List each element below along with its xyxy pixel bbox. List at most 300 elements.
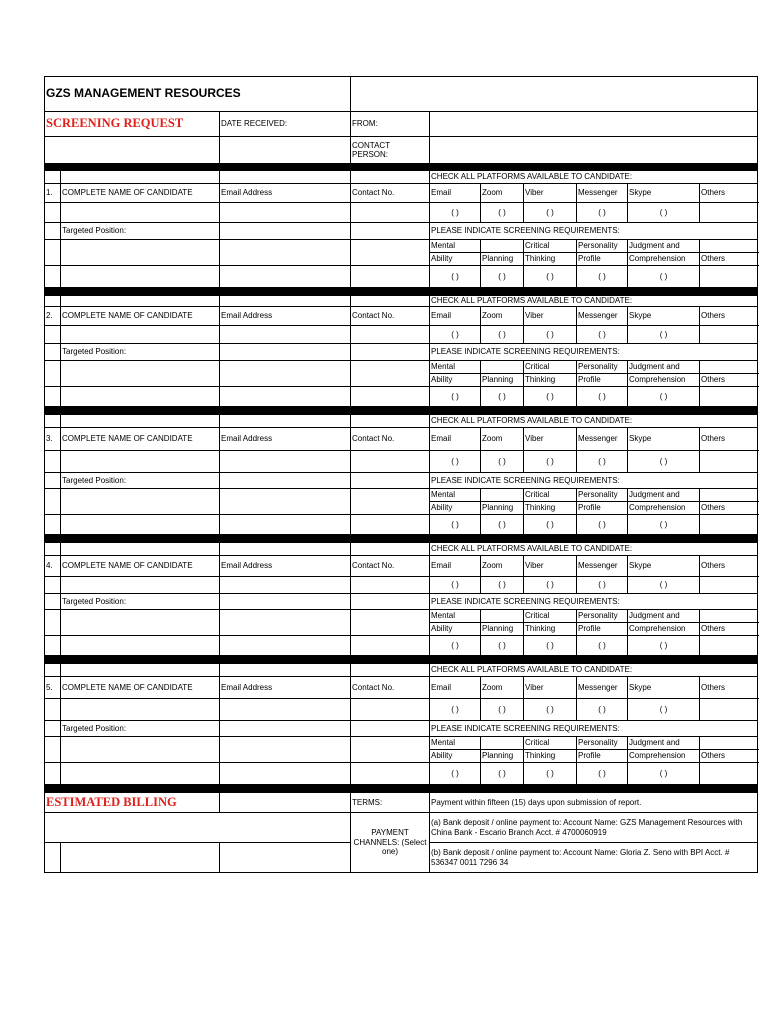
candidate-1-num-blank (45, 203, 61, 223)
candidate-2-req-bottom-0: Ability (430, 374, 481, 387)
candidate-1-pos-contact[interactable] (351, 240, 430, 266)
candidate-5-pos-contact[interactable] (351, 737, 430, 763)
candidate-4-separator (45, 535, 758, 543)
candidate-5-req-top-4: Judgment and (628, 737, 700, 750)
candidate-3-targeted-position-label: Targeted Position: (61, 473, 220, 489)
candidate-1-contact-field[interactable] (351, 203, 430, 223)
candidate-1-cb-blank-d[interactable] (351, 266, 430, 288)
candidate-1-email-field[interactable] (220, 203, 351, 223)
candidate-4-req-bottom-2: Thinking (524, 623, 577, 636)
candidate-4-cb-blank-b[interactable] (61, 636, 220, 656)
candidate-5-cb-blank-b[interactable] (61, 763, 220, 785)
candidate-3-blank-a (45, 415, 61, 428)
candidate-3-pos-blank (45, 489, 61, 515)
candidate-4-position-field[interactable] (61, 610, 220, 636)
candidate-4-platform-checkbox-0[interactable]: ( ) (430, 577, 481, 594)
candidate-4-platform-2: Viber (524, 556, 577, 577)
candidate-3-platform-3: Messenger (577, 428, 628, 451)
candidate-5-platform-checkbox-4[interactable]: ( ) (628, 699, 700, 721)
candidate-2-pos-email[interactable] (220, 361, 351, 387)
candidate-2-cb-blank-a (45, 387, 61, 407)
candidate-2-req-top-1 (481, 361, 524, 374)
candidate-3-pos-email[interactable] (220, 489, 351, 515)
candidate-4-req-bottom-5: Others (700, 623, 758, 636)
candidate-3-req-top-5 (700, 489, 758, 502)
candidate-2-platform-checkbox-4[interactable]: ( ) (628, 326, 700, 344)
candidate-3-blank-b (61, 415, 220, 428)
candidate-5-req-bottom-2: Thinking (524, 750, 577, 763)
candidate-5-platform-checkbox-3[interactable]: ( ) (577, 699, 628, 721)
candidate-5-platform-checkbox-2[interactable]: ( ) (524, 699, 577, 721)
candidate-5-targeted-position-label: Targeted Position: (61, 721, 220, 737)
estimated-billing-title: ESTIMATED BILLING (45, 793, 220, 813)
payment-option-a[interactable]: (a) Bank deposit / online payment to: Account Name: GZS Management Resources with China Bank - Escario Branch Acct. # 4700060919 (430, 813, 758, 843)
candidate-1-tp-blank (45, 223, 61, 240)
from-field[interactable] (430, 112, 758, 137)
candidate-4-platform-1: Zoom (481, 556, 524, 577)
candidate-2-targeted-position-label: Targeted Position: (61, 344, 220, 361)
candidate-4-cb-blank-c[interactable] (220, 636, 351, 656)
candidate-4-tp-blank (45, 594, 61, 610)
candidate-2-platform-1: Zoom (481, 307, 524, 326)
candidate-4-platform-5: Others (700, 556, 758, 577)
candidate-1-platform-checkbox-4[interactable]: ( ) (628, 203, 700, 223)
candidate-2-num-blank (45, 326, 61, 344)
candidate-2-cb-blank-d[interactable] (351, 387, 430, 407)
candidate-5-name-field[interactable] (61, 699, 220, 721)
candidate-4-req-bottom-3: Profile (577, 623, 628, 636)
candidate-1-platform-5: Others (700, 184, 758, 203)
candidate-1-tp-contact[interactable] (351, 223, 430, 240)
candidate-3-cb-blank-d[interactable] (351, 515, 430, 535)
candidate-5-req-top-3: Personality (577, 737, 628, 750)
candidate-1-blank-d (351, 171, 430, 184)
candidate-3-tp-contact[interactable] (351, 473, 430, 489)
candidate-1-name-label: COMPLETE NAME OF CANDIDATE (61, 184, 220, 203)
candidate-5-check-platforms: CHECK ALL PLATFORMS AVAILABLE TO CANDIDATE: (430, 664, 758, 677)
candidate-1-platform-3: Messenger (577, 184, 628, 203)
candidate-4-num-blank (45, 577, 61, 594)
candidate-4-name-label: COMPLETE NAME OF CANDIDATE (61, 556, 220, 577)
candidate-4-req-top-4: Judgment and (628, 610, 700, 623)
billing-amount-field[interactable] (45, 813, 351, 843)
candidate-2-req-bottom-1: Planning (481, 374, 524, 387)
candidate-2-req-top-4: Judgment and (628, 361, 700, 374)
candidate-2-req-top-2: Critical (524, 361, 577, 374)
candidate-4-platform-checkbox-1[interactable]: ( ) (481, 577, 524, 594)
candidate-4-platform-4: Skype (628, 556, 700, 577)
candidate-3-num-blank (45, 451, 61, 473)
candidate-2-platform-checkbox-others[interactable] (700, 326, 758, 344)
candidate-4-req-bottom-1: Planning (481, 623, 524, 636)
candidate-4-contact-field[interactable] (351, 577, 430, 594)
contact-person-field[interactable] (430, 137, 758, 164)
candidate-3-separator (45, 407, 758, 415)
candidate-5-blank-c (220, 664, 351, 677)
candidate-2-requirement-checkbox-others[interactable] (700, 387, 758, 407)
candidate-3-cb-blank-b[interactable] (61, 515, 220, 535)
candidate-3-platform-checkbox-1[interactable]: ( ) (481, 451, 524, 473)
candidate-1-requirement-checkbox-0[interactable]: ( ) (430, 266, 481, 288)
candidate-5-num-blank (45, 699, 61, 721)
candidate-3-name-label: COMPLETE NAME OF CANDIDATE (61, 428, 220, 451)
candidate-4-pos-email[interactable] (220, 610, 351, 636)
candidate-5-requirement-checkbox-others[interactable] (700, 763, 758, 785)
candidate-1-requirement-checkbox-1[interactable]: ( ) (481, 266, 524, 288)
candidate-3-platform-checkbox-others[interactable] (700, 451, 758, 473)
candidate-5-platform-checkbox-0[interactable]: ( ) (430, 699, 481, 721)
header-blank (351, 77, 758, 112)
candidate-4-pos-blank (45, 610, 61, 636)
candidate-5-email-field[interactable] (220, 699, 351, 721)
candidate-2-position-field[interactable] (61, 361, 220, 387)
candidate-5-req-bottom-0: Ability (430, 750, 481, 763)
candidate-5-blank-a (45, 664, 61, 677)
candidate-2-platform-4: Skype (628, 307, 700, 326)
candidate-5-position-field[interactable] (61, 737, 220, 763)
candidate-2-tp-email[interactable] (220, 344, 351, 361)
candidate-2-req-bottom-5: Others (700, 374, 758, 387)
candidate-5-req-bottom-5: Others (700, 750, 758, 763)
candidate-5-requirement-checkbox-4[interactable]: ( ) (628, 763, 700, 785)
candidate-4-req-top-0: Mental (430, 610, 481, 623)
candidate-5-contact-label: Contact No. (351, 677, 430, 699)
candidate-1-req-bottom-4: Comprehension (628, 253, 700, 266)
candidate-5-blank-b (61, 664, 220, 677)
candidate-3-req-top-0: Mental (430, 489, 481, 502)
candidate-3-req-bottom-3: Profile (577, 502, 628, 515)
candidate-1-platform-2: Viber (524, 184, 577, 203)
billing-blank-1[interactable] (220, 793, 351, 813)
billing-separator (45, 785, 758, 793)
candidate-3-pos-contact[interactable] (351, 489, 430, 515)
candidate-5-pos-blank (45, 737, 61, 763)
candidate-4-email-field[interactable] (220, 577, 351, 594)
candidate-3-req-bottom-5: Others (700, 502, 758, 515)
candidate-1-platform-checkbox-3[interactable]: ( ) (577, 203, 628, 223)
candidate-3-number: 3. (45, 428, 61, 451)
candidate-2-separator (45, 288, 758, 296)
candidate-1-req-bottom-5: Others (700, 253, 758, 266)
candidate-3-screening-req-label: PLEASE INDICATE SCREENING REQUIREMENTS: (430, 473, 758, 489)
candidate-4-req-top-3: Personality (577, 610, 628, 623)
candidate-4-requirement-checkbox-2[interactable]: ( ) (524, 636, 577, 656)
candidate-1-blank-b (61, 171, 220, 184)
candidate-1-position-field[interactable] (61, 240, 220, 266)
candidate-2-blank-b (61, 296, 220, 307)
candidate-2-requirement-checkbox-1[interactable]: ( ) (481, 387, 524, 407)
candidate-1-pos-email[interactable] (220, 240, 351, 266)
payment-channels-label: PAYMENT CHANNELS: (Select one) (351, 813, 430, 873)
candidate-5-contact-field[interactable] (351, 699, 430, 721)
candidate-4-requirement-checkbox-0[interactable]: ( ) (430, 636, 481, 656)
candidate-2-requirement-checkbox-4[interactable]: ( ) (628, 387, 700, 407)
candidate-5-req-bottom-1: Planning (481, 750, 524, 763)
candidate-3-requirement-checkbox-3[interactable]: ( ) (577, 515, 628, 535)
candidate-2-email-field[interactable] (220, 326, 351, 344)
candidate-4-platform-3: Messenger (577, 556, 628, 577)
candidate-4-requirement-checkbox-1[interactable]: ( ) (481, 636, 524, 656)
candidate-1-targeted-position-label: Targeted Position: (61, 223, 220, 240)
candidate-3-requirement-checkbox-others[interactable] (700, 515, 758, 535)
candidate-2-cb-blank-c[interactable] (220, 387, 351, 407)
candidate-5-tp-email[interactable] (220, 721, 351, 737)
candidate-1-platform-4: Skype (628, 184, 700, 203)
candidate-5-separator (45, 656, 758, 664)
candidate-2-platform-checkbox-0[interactable]: ( ) (430, 326, 481, 344)
candidate-2-platform-0: Email (430, 307, 481, 326)
candidate-2-req-bottom-3: Profile (577, 374, 628, 387)
candidate-1-email-label: Email Address (220, 184, 351, 203)
candidate-1-req-bottom-1: Planning (481, 253, 524, 266)
candidate-1-check-platforms: CHECK ALL PLATFORMS AVAILABLE TO CANDIDATE: (430, 171, 758, 184)
candidate-5-platform-1: Zoom (481, 677, 524, 699)
candidate-1-separator (45, 164, 758, 171)
candidate-2-contact-label: Contact No. (351, 307, 430, 326)
candidate-3-requirement-checkbox-2[interactable]: ( ) (524, 515, 577, 535)
candidate-5-platform-2: Viber (524, 677, 577, 699)
contact-person-label: CONTACT PERSON: (351, 137, 430, 164)
candidate-5-blank-d (351, 664, 430, 677)
candidate-4-pos-contact[interactable] (351, 610, 430, 636)
candidate-3-email-label: Email Address (220, 428, 351, 451)
candidate-4-targeted-position-label: Targeted Position: (61, 594, 220, 610)
candidate-4-email-label: Email Address (220, 556, 351, 577)
candidate-1-requirement-checkbox-4[interactable]: ( ) (628, 266, 700, 288)
candidate-4-requirement-checkbox-4[interactable]: ( ) (628, 636, 700, 656)
from-label: FROM: (351, 112, 430, 137)
candidate-2-platform-checkbox-1[interactable]: ( ) (481, 326, 524, 344)
candidate-1-screening-req-label: PLEASE INDICATE SCREENING REQUIREMENTS: (430, 223, 758, 240)
candidate-4-blank-c (220, 543, 351, 556)
candidate-4-req-bottom-0: Ability (430, 623, 481, 636)
candidate-2-screening-req-label: PLEASE INDICATE SCREENING REQUIREMENTS: (430, 344, 758, 361)
candidate-3-req-top-3: Personality (577, 489, 628, 502)
candidate-3-platform-checkbox-0[interactable]: ( ) (430, 451, 481, 473)
candidate-2-tp-contact[interactable] (351, 344, 430, 361)
candidate-2-req-top-3: Personality (577, 361, 628, 374)
candidate-2-tp-blank (45, 344, 61, 361)
candidate-5-cb-blank-a (45, 763, 61, 785)
candidate-3-platform-1: Zoom (481, 428, 524, 451)
candidate-3-platform-checkbox-4[interactable]: ( ) (628, 451, 700, 473)
screening-request-form (44, 76, 757, 873)
candidate-1-req-bottom-3: Profile (577, 253, 628, 266)
candidate-3-req-bottom-1: Planning (481, 502, 524, 515)
candidate-5-requirement-checkbox-1[interactable]: ( ) (481, 763, 524, 785)
form-table (44, 76, 758, 873)
candidate-2-req-top-5 (700, 361, 758, 374)
candidate-5-platform-3: Messenger (577, 677, 628, 699)
candidate-5-req-top-1 (481, 737, 524, 750)
candidate-3-position-field[interactable] (61, 489, 220, 515)
candidate-3-tp-email[interactable] (220, 473, 351, 489)
candidate-4-name-field[interactable] (61, 577, 220, 594)
candidate-2-req-top-0: Mental (430, 361, 481, 374)
candidate-1-blank-a (45, 171, 61, 184)
candidate-1-tp-email[interactable] (220, 223, 351, 240)
candidate-2-platform-2: Viber (524, 307, 577, 326)
candidate-3-cb-blank-c[interactable] (220, 515, 351, 535)
candidate-2-check-platforms: CHECK ALL PLATFORMS AVAILABLE TO CANDIDATE: (430, 296, 758, 307)
screening-request-title: SCREENING REQUEST (45, 112, 220, 137)
candidate-5-name-label: COMPLETE NAME OF CANDIDATE (61, 677, 220, 699)
company-name: GZS MANAGEMENT RESOURCES (45, 77, 351, 112)
candidate-4-platform-checkbox-3[interactable]: ( ) (577, 577, 628, 594)
candidate-4-check-platforms: CHECK ALL PLATFORMS AVAILABLE TO CANDIDATE: (430, 543, 758, 556)
candidate-5-requirement-checkbox-3[interactable]: ( ) (577, 763, 628, 785)
candidate-4-cb-blank-d[interactable] (351, 636, 430, 656)
candidate-1-pos-blank (45, 240, 61, 266)
candidate-1-blank-c (220, 171, 351, 184)
candidate-1-requirement-checkbox-others[interactable] (700, 266, 758, 288)
candidate-3-contact-field[interactable] (351, 451, 430, 473)
candidate-5-cb-blank-d[interactable] (351, 763, 430, 785)
candidate-2-req-bottom-4: Comprehension (628, 374, 700, 387)
candidate-4-tp-contact[interactable] (351, 594, 430, 610)
candidate-5-screening-req-label: PLEASE INDICATE SCREENING REQUIREMENTS: (430, 721, 758, 737)
candidate-5-requirement-checkbox-0[interactable]: ( ) (430, 763, 481, 785)
candidate-5-requirement-checkbox-2[interactable]: ( ) (524, 763, 577, 785)
candidate-1-platform-checkbox-2[interactable]: ( ) (524, 203, 577, 223)
candidate-1-platform-checkbox-others[interactable] (700, 203, 758, 223)
candidate-4-cb-blank-a (45, 636, 61, 656)
candidate-2-number: 2. (45, 307, 61, 326)
candidate-2-name-field[interactable] (61, 326, 220, 344)
candidate-1-platform-1: Zoom (481, 184, 524, 203)
candidate-4-req-bottom-4: Comprehension (628, 623, 700, 636)
candidate-1-requirement-checkbox-3[interactable]: ( ) (577, 266, 628, 288)
candidate-5-platform-5: Others (700, 677, 758, 699)
candidate-5-req-top-5 (700, 737, 758, 750)
candidate-5-platform-checkbox-1[interactable]: ( ) (481, 699, 524, 721)
candidate-3-platform-5: Others (700, 428, 758, 451)
candidate-2-name-label: COMPLETE NAME OF CANDIDATE (61, 307, 220, 326)
candidate-1-name-field[interactable] (61, 203, 220, 223)
candidate-2-cb-blank-b[interactable] (61, 387, 220, 407)
candidate-3-platform-2: Viber (524, 428, 577, 451)
candidate-3-req-bottom-2: Thinking (524, 502, 577, 515)
candidate-1-requirement-checkbox-2[interactable]: ( ) (524, 266, 577, 288)
date-received-label: DATE RECEIVED: (220, 112, 351, 137)
candidate-4-platform-checkbox-4[interactable]: ( ) (628, 577, 700, 594)
candidate-2-platform-checkbox-2[interactable]: ( ) (524, 326, 577, 344)
candidate-1-req-top-1 (481, 240, 524, 253)
candidate-1-req-bottom-2: Thinking (524, 253, 577, 266)
billing-blank-2 (45, 843, 61, 873)
candidate-4-screening-req-label: PLEASE INDICATE SCREENING REQUIREMENTS: (430, 594, 758, 610)
candidate-5-cb-blank-c[interactable] (220, 763, 351, 785)
candidate-4-req-top-5 (700, 610, 758, 623)
candidate-3-req-bottom-0: Ability (430, 502, 481, 515)
candidate-1-req-top-0: Mental (430, 240, 481, 253)
candidate-3-tp-blank (45, 473, 61, 489)
candidate-4-platform-checkbox-others[interactable] (700, 577, 758, 594)
candidate-1-contact-label: Contact No. (351, 184, 430, 203)
candidate-2-platform-5: Others (700, 307, 758, 326)
candidate-2-platform-3: Messenger (577, 307, 628, 326)
candidate-1-platform-checkbox-1[interactable]: ( ) (481, 203, 524, 223)
date-field-left[interactable] (45, 137, 220, 164)
billing-blank-4[interactable] (220, 843, 351, 873)
candidate-2-req-bottom-2: Thinking (524, 374, 577, 387)
candidate-3-cb-blank-a (45, 515, 61, 535)
candidate-3-req-top-2: Critical (524, 489, 577, 502)
candidate-4-blank-d (351, 543, 430, 556)
candidate-4-requirement-checkbox-3[interactable]: ( ) (577, 636, 628, 656)
candidate-2-platform-checkbox-3[interactable]: ( ) (577, 326, 628, 344)
candidate-4-tp-email[interactable] (220, 594, 351, 610)
candidate-2-pos-contact[interactable] (351, 361, 430, 387)
candidate-4-req-top-2: Critical (524, 610, 577, 623)
candidate-4-contact-label: Contact No. (351, 556, 430, 577)
candidate-5-req-top-2: Critical (524, 737, 577, 750)
candidate-5-email-label: Email Address (220, 677, 351, 699)
candidate-1-platform-0: Email (430, 184, 481, 203)
candidate-2-contact-field[interactable] (351, 326, 430, 344)
candidate-4-platform-checkbox-2[interactable]: ( ) (524, 577, 577, 594)
terms-text: Payment within fifteen (15) days upon submission of report. (430, 793, 758, 813)
candidate-3-platform-checkbox-3[interactable]: ( ) (577, 451, 628, 473)
candidate-3-contact-label: Contact No. (351, 428, 430, 451)
candidate-1-cb-blank-b[interactable] (61, 266, 220, 288)
candidate-3-requirement-checkbox-0[interactable]: ( ) (430, 515, 481, 535)
candidate-3-req-top-1 (481, 489, 524, 502)
candidate-1-req-top-2: Critical (524, 240, 577, 253)
candidate-5-platform-4: Skype (628, 677, 700, 699)
candidate-4-platform-0: Email (430, 556, 481, 577)
candidate-2-pos-blank (45, 361, 61, 387)
candidate-3-email-field[interactable] (220, 451, 351, 473)
candidate-5-tp-contact[interactable] (351, 721, 430, 737)
candidate-5-req-top-0: Mental (430, 737, 481, 750)
payment-option-b[interactable]: (b) Bank deposit / online payment to: Account Name: Gloria Z. Seno with BPI Acct. # 536347 0011 7296 34 (430, 843, 758, 873)
candidate-3-requirement-checkbox-1[interactable]: ( ) (481, 515, 524, 535)
candidate-2-blank-a (45, 296, 61, 307)
candidate-4-blank-a (45, 543, 61, 556)
candidate-3-platform-4: Skype (628, 428, 700, 451)
candidate-2-email-label: Email Address (220, 307, 351, 326)
candidate-2-requirement-checkbox-2[interactable]: ( ) (524, 387, 577, 407)
candidate-4-number: 4. (45, 556, 61, 577)
date-field[interactable] (220, 137, 351, 164)
candidate-2-blank-d (351, 296, 430, 307)
candidate-2-requirement-checkbox-3[interactable]: ( ) (577, 387, 628, 407)
candidate-3-requirement-checkbox-4[interactable]: ( ) (628, 515, 700, 535)
candidate-5-platform-checkbox-others[interactable] (700, 699, 758, 721)
candidate-3-blank-c (220, 415, 351, 428)
candidate-3-blank-d (351, 415, 430, 428)
candidate-2-requirement-checkbox-0[interactable]: ( ) (430, 387, 481, 407)
candidate-4-req-top-1 (481, 610, 524, 623)
candidate-5-pos-email[interactable] (220, 737, 351, 763)
candidate-3-platform-checkbox-2[interactable]: ( ) (524, 451, 577, 473)
candidate-5-number: 5. (45, 677, 61, 699)
candidate-1-cb-blank-c[interactable] (220, 266, 351, 288)
candidate-4-requirement-checkbox-others[interactable] (700, 636, 758, 656)
billing-blank-3[interactable] (61, 843, 220, 873)
candidate-3-platform-0: Email (430, 428, 481, 451)
candidate-5-req-bottom-4: Comprehension (628, 750, 700, 763)
candidate-3-name-field[interactable] (61, 451, 220, 473)
candidate-4-blank-b (61, 543, 220, 556)
candidate-1-platform-checkbox-0[interactable]: ( ) (430, 203, 481, 223)
candidate-5-platform-0: Email (430, 677, 481, 699)
candidate-2-blank-c (220, 296, 351, 307)
candidate-5-tp-blank (45, 721, 61, 737)
candidate-3-check-platforms: CHECK ALL PLATFORMS AVAILABLE TO CANDIDATE: (430, 415, 758, 428)
candidate-1-req-top-5 (700, 240, 758, 253)
